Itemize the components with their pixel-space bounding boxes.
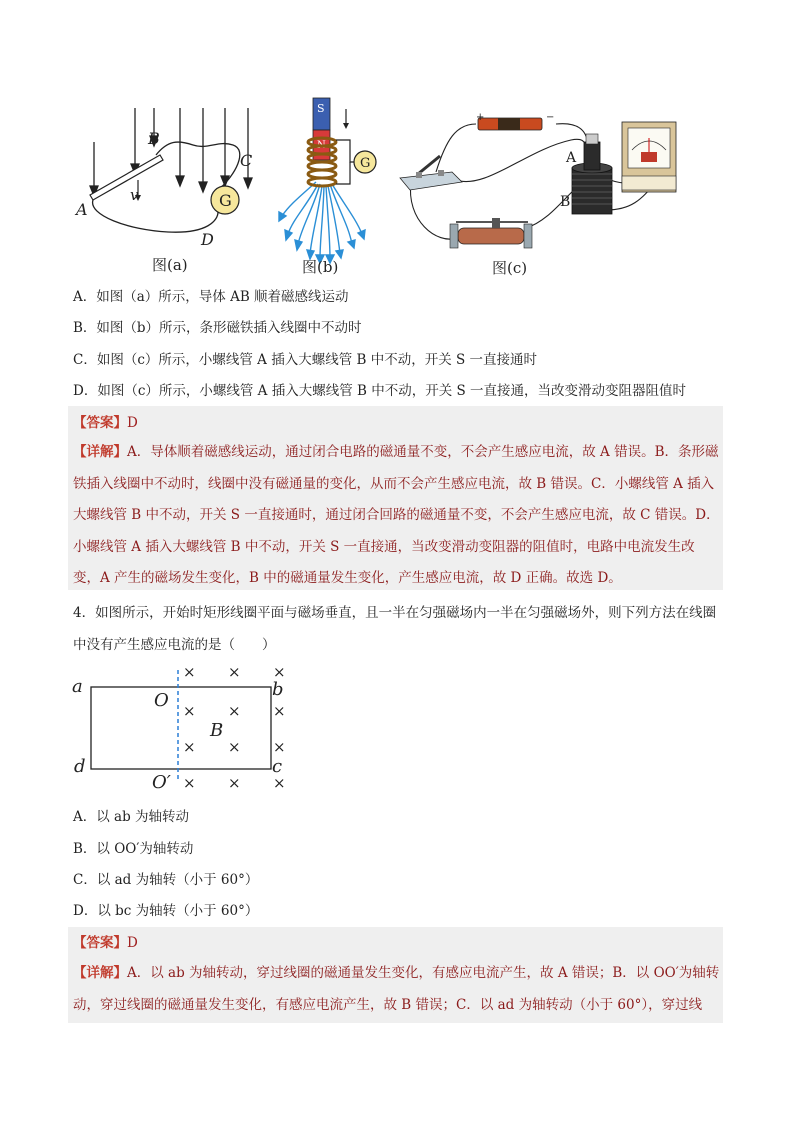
caption-c: 图(c) [492, 259, 528, 277]
label-c: C [240, 151, 253, 170]
q4-answer [73, 933, 138, 953]
q4-option-a: A．以 ab 为轴转动 [73, 809, 190, 825]
q4-option-b: B．以 OO′为轴转动 [73, 841, 194, 857]
label-s: S [317, 102, 325, 115]
label-field-b: B [210, 720, 224, 741]
q4-stem: 4．如图所示，开始时矩形线圈平面与磁场垂直，且一半在匀强磁场内一半在匀强磁场外，则下列方法在线圈中没有产生感应电流的是（ ） [73, 605, 717, 653]
figure-b-field-lines [279, 182, 365, 263]
caption-b: 图(b) [302, 258, 339, 276]
q3-detail-tag: 【详解】 [73, 444, 127, 460]
q3-detail-text: A．导体顺着磁感线运动，通过闭合电路的磁通量不变，不会产生感应电流，故 A 错误。B．条形磁铁插入线圈中不动时，线圈中没有磁通量的变化，从而不会产生感应电流，故 B 错误。C．小螺线管 A 插入大螺线管 B 中不动，开关 S 一直接通时，通过闭合回路的磁通量不变，不会产生感应电流，故 C 错误。D．小螺线管 A 插入大螺线管 B 中不动，开关 S 一直接通，当改变滑动变阻器的阻值时，电路中电流发生改变，A 产生的磁场发生变化，B 中的磁通量发生变化，产生感应电流，故 D 正确。故选 D。 [73, 444, 720, 586]
label-o: O [154, 690, 169, 711]
label-d: D [201, 230, 214, 249]
conductor-ab [90, 155, 163, 200]
q4-detail-text: A．以 ab 为轴转动，穿过线圈的磁通量发生变化，有感应电流产生，故 A 错误；B．以 OO′为轴转动，穿过线圈的磁通量发生变化，有感应电流产生，故 B 错误；C．以 ad 为轴转动（小于 60°），穿过线 [73, 965, 720, 1013]
svg-text:×: × [273, 663, 286, 681]
label-v: v [130, 186, 139, 204]
q3-answer [73, 413, 138, 433]
figure-b [268, 94, 388, 280]
caption-a: 图(a) [152, 256, 188, 274]
label-coil-a: A [566, 150, 577, 166]
q4-answer-tag: 【答案】 [73, 935, 127, 951]
label-b: B [148, 129, 160, 148]
q3-detail [73, 437, 721, 595]
q4-detail-tag: 【详解】 [73, 965, 127, 981]
battery-minus: − [546, 112, 555, 123]
q3-option-a: A．如图（a）所示，导体 AB 顺着磁感线运动 [73, 289, 349, 305]
svg-text:×: × [228, 738, 241, 756]
svg-text:×: × [273, 774, 286, 792]
figure-c [396, 110, 686, 280]
svg-text:×: × [183, 702, 196, 720]
svg-text:×: × [183, 774, 196, 792]
svg-text:×: × [183, 663, 196, 681]
q3-option-d: D．如图（c）所示，小螺线管 A 插入大螺线管 B 中不动，开关 S 一直接通，当改变滑动变阻器阻值时 [73, 383, 687, 399]
label-g-a: G [219, 191, 232, 210]
svg-text:×: × [183, 738, 196, 756]
corner-a: a [72, 676, 83, 697]
coil-big-b [572, 168, 612, 214]
svg-text:×: × [228, 774, 241, 792]
svg-text:×: × [273, 738, 286, 756]
magnetic-field-crosses [183, 663, 286, 792]
q4-answer-value: D [127, 935, 138, 951]
rheostat [458, 228, 524, 244]
switch-s [400, 172, 462, 190]
q4-option-c: C．以 ad 为轴转（小于 60°） [73, 872, 259, 888]
corner-b: b [272, 679, 284, 700]
corner-d: d [74, 756, 86, 777]
q3-answer-tag: 【答案】 [73, 415, 127, 431]
label-a: A [76, 200, 88, 219]
q4-figure [68, 660, 308, 795]
corner-c: c [272, 756, 283, 777]
q3-option-c: C．如图（c）所示，小螺线管 A 插入大螺线管 B 中不动，开关 S 一直接通时 [73, 352, 538, 368]
svg-text:×: × [228, 702, 241, 720]
coil-b [308, 138, 336, 186]
coil-small-a [584, 142, 600, 170]
label-g-b: G [360, 156, 371, 171]
label-o-prime: O′ [152, 772, 171, 793]
q3-answer-value: D [127, 415, 138, 431]
q4-detail [73, 958, 721, 1021]
coil-rectangle [91, 687, 271, 769]
label-n: N [317, 140, 326, 151]
q3-option-b: B．如图（b）所示，条形磁铁插入线圈中不动时 [73, 320, 362, 336]
svg-text:×: × [273, 702, 286, 720]
label-coil-b: B [560, 194, 571, 210]
q4-option-d: D．以 bc 为轴转（小于 60°） [73, 903, 259, 919]
battery-plus: + [476, 112, 485, 123]
svg-text:×: × [228, 663, 241, 681]
figure-a [68, 100, 268, 280]
